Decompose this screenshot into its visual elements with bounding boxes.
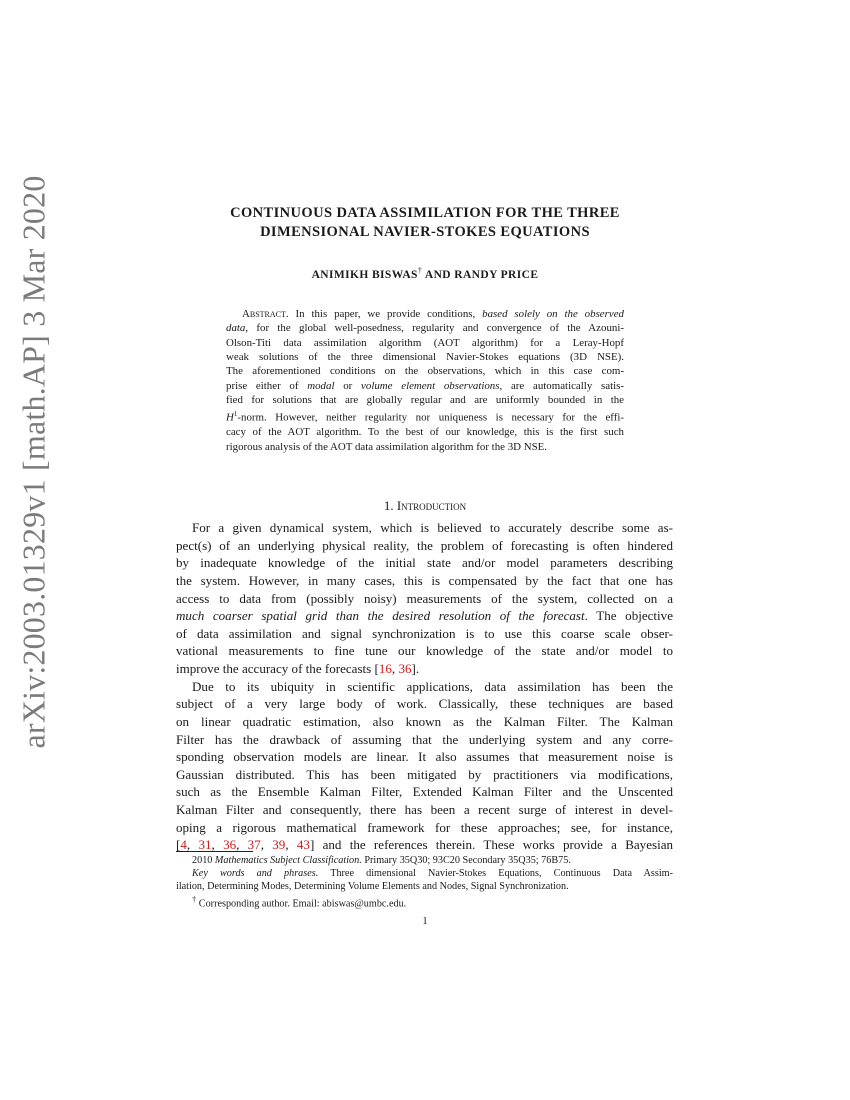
body-line: oping a rigorous mathematical framework for these approaches; see, for instance, — [176, 819, 673, 835]
citation-link[interactable]: 36 — [398, 661, 412, 676]
section-heading-introduction — [150, 498, 700, 514]
section-number: 1. — [383, 498, 394, 513]
abstract-line: weak solutions of the three dimensional Navier-Stokes equations (3D NSE). — [226, 351, 624, 364]
paper-title — [150, 204, 700, 242]
body-line: Due to its ubiquity in scientific applications, data assimilation has been the — [192, 678, 673, 694]
abstract-line: Abstract. In this paper, we provide conditions, based solely on the observed — [242, 308, 624, 320]
abstract — [226, 307, 624, 454]
body-line: For a given dynamical system, which is believed to accurately describe some as- — [192, 520, 673, 535]
title-line-2: DIMENSIONAL NAVIER-STOKES EQUATIONS — [260, 224, 590, 240]
body-line: by inadequate knowledge of the initial state and/or model parameters describing — [176, 555, 673, 571]
citation-link[interactable]: 43 — [296, 837, 310, 853]
body-line: improve the accuracy of the forecasts [16, 36]. — [176, 661, 420, 676]
body-line: the system. However, in many cases, this is compensated by the fact that one has — [176, 572, 673, 588]
abstract-line: $H^1$-norm. However, neither regularity nor uniqueness is necessary for the effi- — [226, 410, 624, 425]
author-list — [150, 266, 700, 281]
body-line: of data assimilation and signal synchronization is to use this coarse scale obser- — [176, 625, 673, 641]
body-line: such as the Ensemble Kalman Filter, Extended Kalman Filter and the Unscented — [176, 784, 673, 800]
body-line: sponding observation models are linear. It also assumes that measurement noise is — [176, 749, 673, 765]
body-line: [4, 31, 36, 37, 39, 43] and the references therein. These works provide a Bayesian — [176, 837, 674, 853]
footnote-rule — [176, 851, 253, 852]
body-line: Kalman Filter and consequently, there has been a recent surge of interest in devel- — [176, 802, 673, 817]
abstract-line: cacy of the AOT algorithm. To the best of our knowledge, this is the first such — [226, 426, 624, 439]
title-line-1: CONTINUOUS DATA ASSIMILATION FOR THE THREE — [230, 205, 620, 221]
citation-link[interactable]: 4 — [180, 837, 187, 853]
citation-link[interactable]: 16 — [378, 661, 392, 676]
body-line: much coarser spatial grid than the desired resolution of the forecast. The objective — [176, 608, 673, 624]
citation-link[interactable]: 37 — [247, 837, 261, 853]
body-line: access to data from (possibly noisy) measurements of the system, collected on a — [176, 590, 673, 606]
abstract-line: rigorous analysis of the AOT data assimilation algorithm for the 3D NSE. — [226, 440, 548, 453]
page-number: 1 — [422, 916, 428, 927]
footnote-corresponding: † Corresponding author. Email: abiswas@umbc.edu. — [192, 894, 407, 910]
citation-link[interactable]: 31 — [198, 837, 212, 853]
body-line: Filter has the drawback of assuming that the underlying system and any corre- — [176, 731, 673, 747]
section-title: Introduction — [396, 498, 467, 513]
abstract-line: The aforementioned conditions on the observations, which in this case com- — [226, 365, 624, 378]
arxiv-id: arXiv:2003.01329v1 [math.AP] 3 Mar 2020 — [15, 175, 52, 749]
dagger-mark: † — [417, 266, 423, 275]
footnote-msc: 2010 Mathematics Subject Classification. Primary 35Q30; 93C20 Secondary 35Q35; 76B75. — [192, 855, 571, 866]
abstract-line: Olson-Titi data assimilation algorithm (AOT algorithm) for a Leray-Hopf — [226, 336, 624, 349]
arxiv-identifier-stamp — [0, 0, 70, 1100]
author-price: AND RANDY PRICE — [422, 268, 539, 281]
abstract-line: prise either of modal or volume element observations, are automatically satis- — [226, 379, 624, 392]
citation-link[interactable]: 39 — [272, 837, 286, 853]
body-line: subject of a very large body of work. Classically, these techniques are based — [176, 696, 673, 712]
footnotes — [176, 855, 673, 912]
footnote-keywords: Key words and phrases. Three dimensional Navier-Stokes Equations, Continuous Data Assim- — [192, 867, 673, 879]
footnote-keywords-cont: ilation, Determining Modes, Determining Volume Elements and Nodes, Signal Synchronization. — [176, 880, 569, 892]
body-line: vational measurements to fine tune our knowledge of the state and/or model to — [176, 643, 673, 659]
body-line: pect(s) of an underlying physical reality, the problem of forecasting is often hindered — [176, 537, 673, 553]
citation-link[interactable]: 36 — [223, 837, 237, 853]
introduction-body — [176, 519, 673, 854]
abstract-label: Abstract. — [242, 308, 289, 320]
author-biswas: ANIMIKH BISWAS — [311, 268, 418, 281]
abstract-line: fied for solutions that are globally regular and are uniformly bounded in the — [226, 394, 624, 407]
body-line: Gaussian distributed. This has been mitigated by practitioners via modifications, — [176, 766, 673, 782]
body-line: on linear quadratic estimation, also known as the Kalman Filter. The Kalman — [176, 713, 673, 729]
abstract-line: data, for the global well-posedness, regularity and convergence of the Azouni- — [226, 322, 624, 335]
